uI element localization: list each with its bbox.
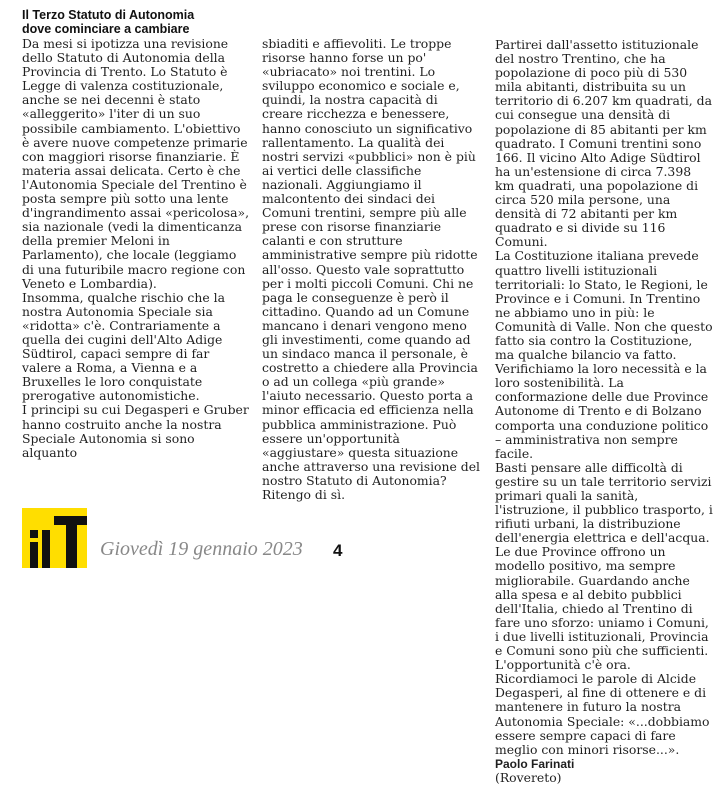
paragraph: Partirei dall'assetto istituzionale del nostro Trentino, che ha popolazione di poco più di 530 mila abitanti, distribuita su un territorio di 6.207 km quadrati, da cui consegue una densità di popolazione di 85 abitanti per km quadrato. I Comuni trentini sono 166. Il vicino Alto Adige Südtirol ha un'estensione di circa 7.398 km quadrati, una popolazione di circa 520 mila persone, una densità di 72 abitanti per km quadrato e si divide su 116 Comuni. [495,37,712,250]
il-t-logo-icon [22,508,87,568]
paragraph: sbiaditi e affievoliti. Le troppe risorse hanno forse un po' «ubriacato» noi trentini. Lo sviluppo economico e sociale e, quindi, la nostra capacità di creare ricchezza e benessere, hanno conosciuto un significativo rallentamento. La qualità dei nostri servizi «pubblici» non è più ai vertici delle classifiche nazionali. Aggiungiamo il malcontento dei sindaci dei Comuni trentini, sempre più alle prese con risorse finanziarie calanti e con strutture amministrative sempre più ridotte all'osso. Questo vale soprattutto per i molti piccoli Comuni. Chi ne paga le conseguenze è però il cittadino. Quando ad un Comune mancano i denari vengono meno gli investimenti, come quando ad un sindaco manca il personale, è costretto a chiedere alla Provincia o ad un collega «più grande» l'aiuto necessario. Questo porta a minor efficacia ed efficienza nella pubblica amministrazione. Può essere un'opportunità «aggiustare» questa situazione anche attraverso una revisione del nostro Statuto di Autonomia? Ritengo di sì. [262,36,480,502]
article-column-2 [262,37,482,502]
title-line-1: Il Terzo Statuto di Autonomia [22,8,195,22]
paragraph: L'opportunità c'è ora. Ricordiamoci le parole di Alcide Degasperi, al fine di ottenere e di mantenere in futuro la nostra Autonomia Speciale: «...dobbiamo essere sempre capaci di fare meglio con minori risorse...». [495,657,710,757]
paragraph: La Costituzione italiana prevede quattro livelli istituzionali territoriali: lo Stato, le Regioni, le Province e i Comuni. In Trentino ne abbiamo uno in più: le Comunità di Valle. Non che questo fatto sia contro la Costituzione, ma qualche bilancio va fatto. Verifichiamo la loro necessità e la loro sostenibilità. La conformazione delle due Province Autonome di Trento e di Bolzano comporta una conduzione politico – amministrativa non sempre facile. [495,248,713,461]
paragraph: Insomma, qualche rischio che la nostra Autonomia Speciale sia «ridotta» c'è. Contrariamente a quella dei cugini dell'Alto Adige Südtirol, capaci sempre di far valere a Roma, a Vienna e a Bruxelles le loro conquistate prerogative autonomistiche. [22,289,225,404]
article-title [22,9,252,36]
page-number: 4 [333,541,343,560]
author-name: Paolo Farinati [495,756,575,771]
article-column-3 [495,38,713,785]
paragraph: Basti pensare alle difficoltà di gestire su un tale territorio servizi primari quali la sanità, l'istruzione, il pubblico trasporto, i rifiuti urbani, la distribuzione dell'energia elettrica e dell'acqua. Le due Province offrono un modello positivo, ma sempre migliorabile. Guardando anche alla spesa e al debito pubblici dell'Italia, chiedo al Trentino di fare uno sforzo: uniamo i Comuni, i due livelli istituzionali, Provincia e Comuni sono più che sufficienti. [495,459,713,659]
paragraph: Da mesi si ipotizza una revisione dello Statuto di Autonomia della Provincia di Trento. Lo Statuto è Legge di valenza costituzionale, anche se nei decenni è stato «alleggerito» l'iter di un suo possibile cambiamento. L'obiettivo è avere nuove competenze primarie con maggiori risorse finanziarie. È materia assai delicata. Certo è che l'Autonomia Speciale del Trentino è posta sempre più sotto una lente d'ingrandimento assai «pericolosa», sia nazionale (vedi la dimenticanza della premier Meloni in Parlamento), che locale (leggiamo di una futuribile macro regione con Veneto e Lombardia). [22,36,250,291]
title-line-2: dove cominciare a cambiare [22,21,190,36]
paragraph: I principi su cui Degasperi e Gruber hanno costruito anche la nostra Speciale Autonomia si sono alquanto [22,402,249,460]
article-column-1 [22,37,250,460]
issue-date: Giovedì 19 gennaio 2023 [100,538,303,560]
author-place: (Rovereto) [495,769,562,785]
